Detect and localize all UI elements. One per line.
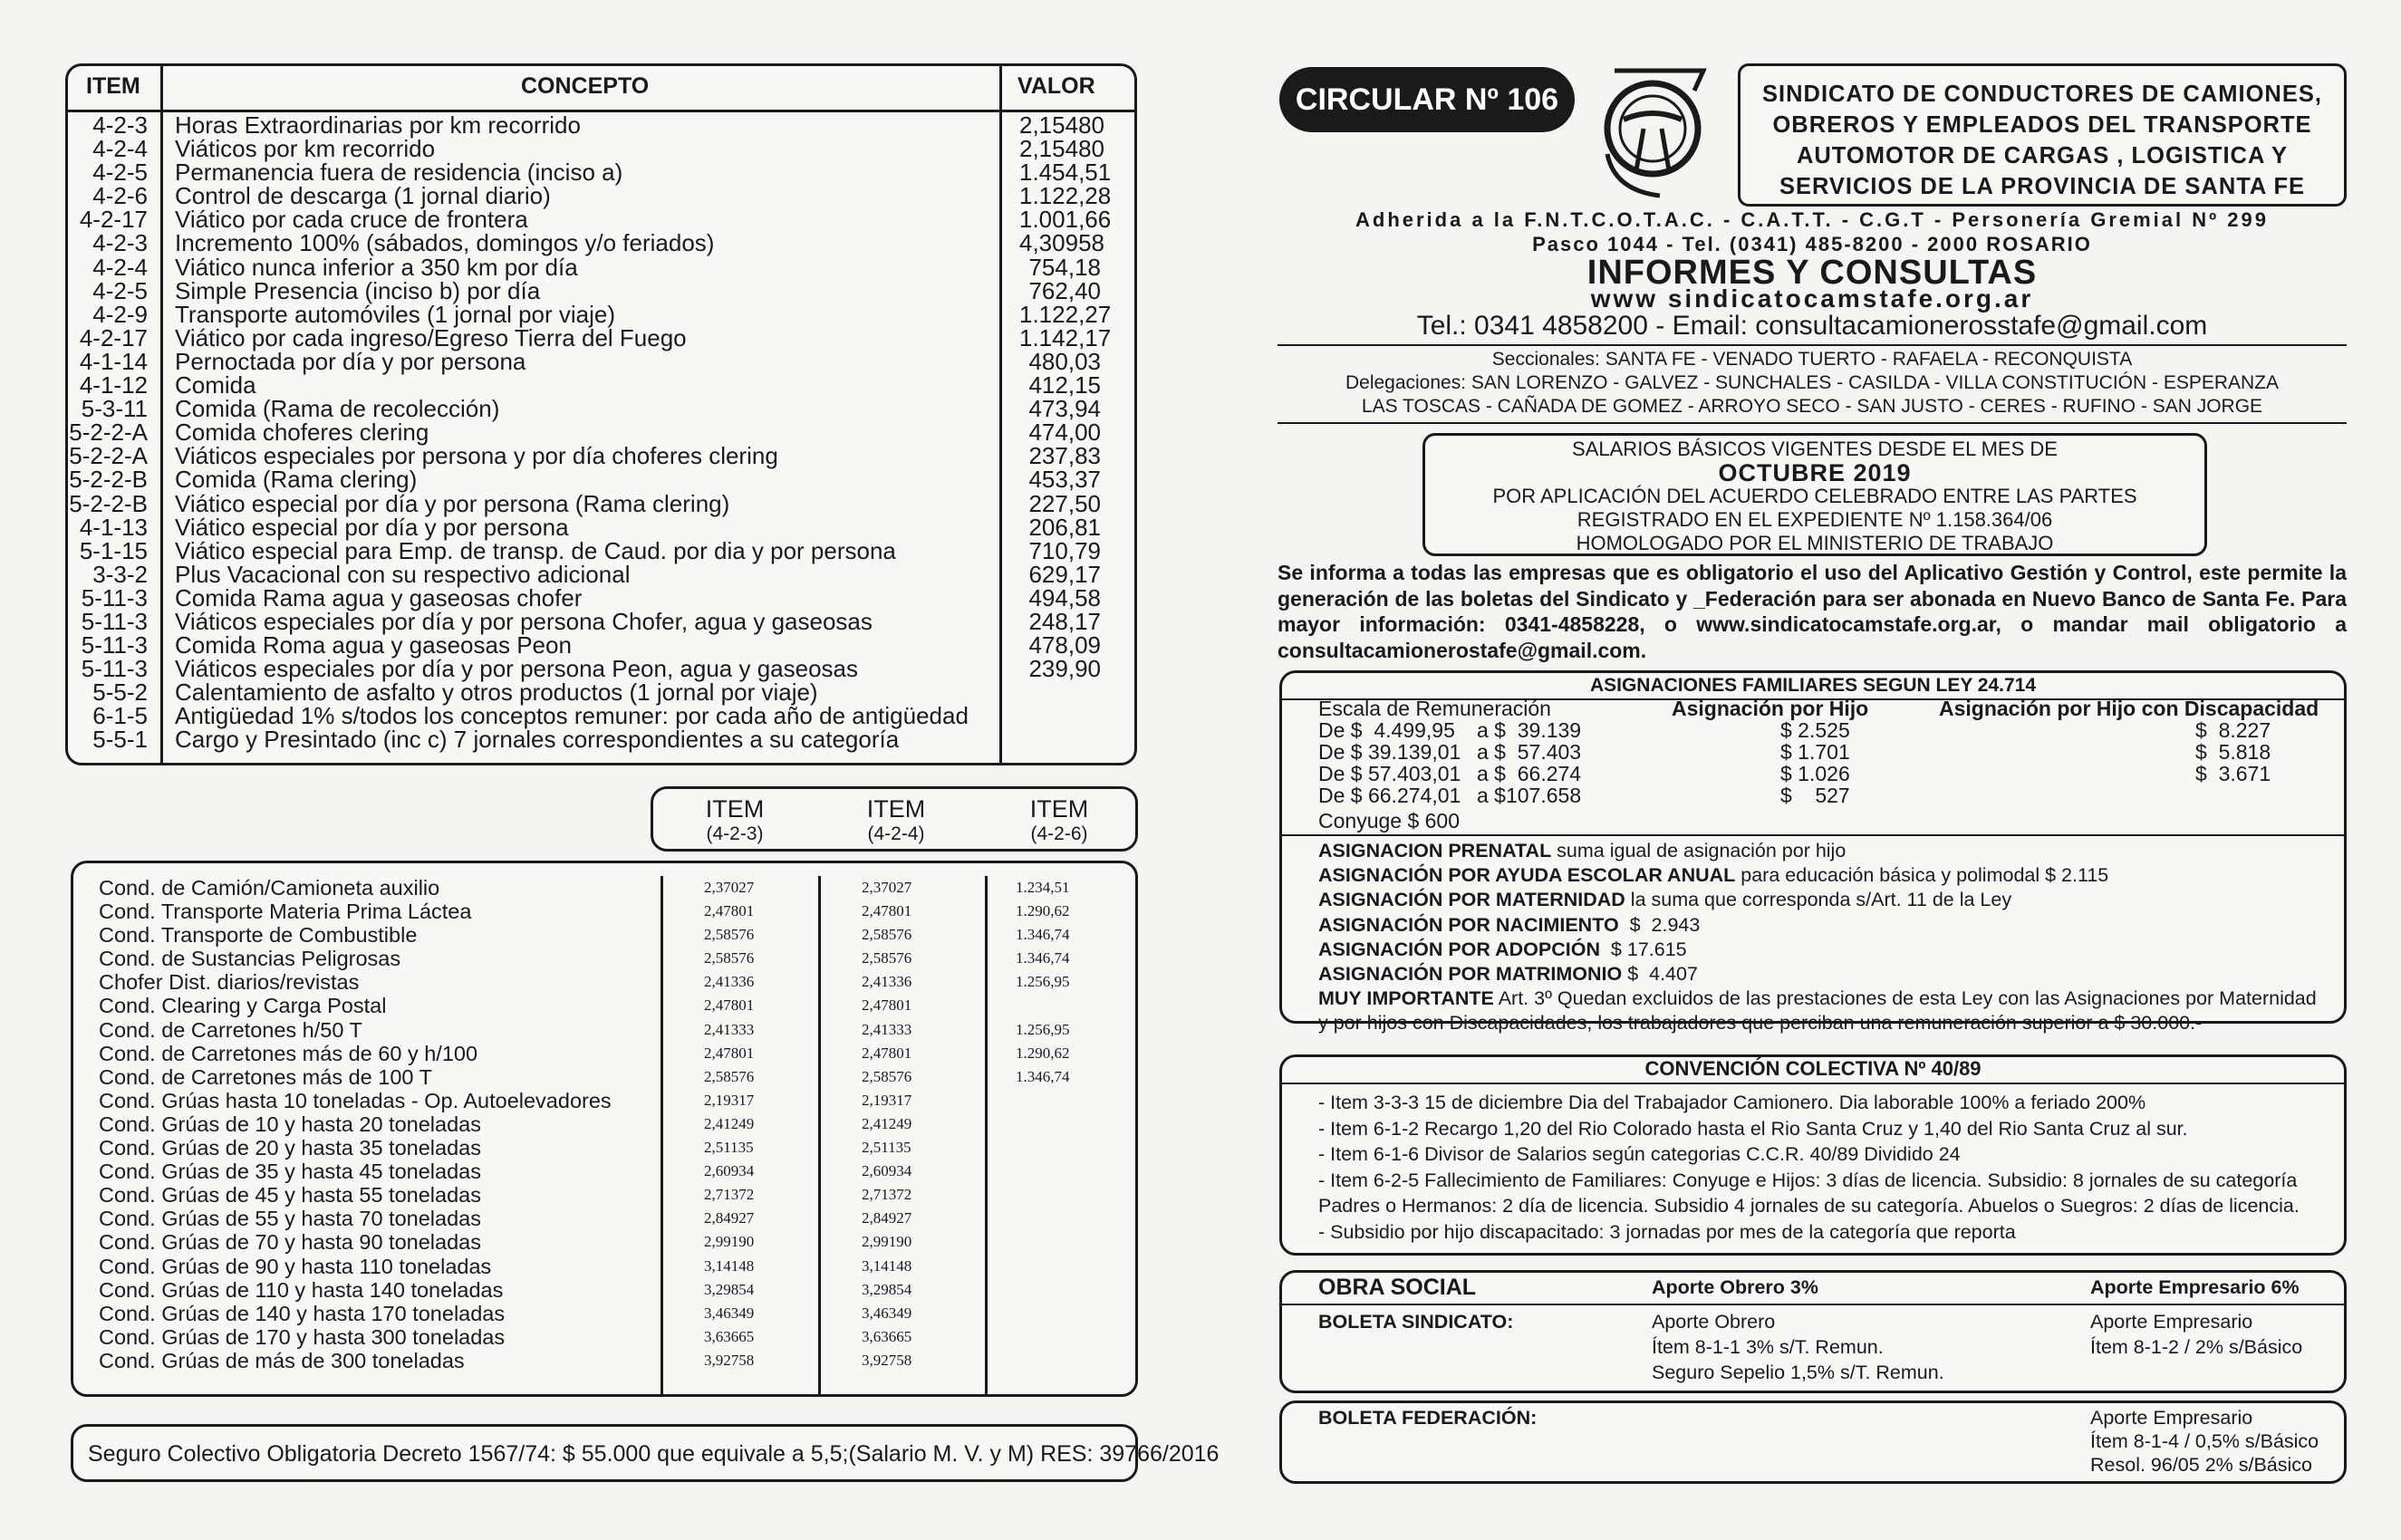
row-item: 4-2-4 xyxy=(92,135,148,163)
categoria-value-4-2-3: 2,47801 xyxy=(704,996,755,1015)
asignacion-line xyxy=(1318,963,1698,986)
asignacion-label: ASIGNACIÓN POR ADOPCIÓN xyxy=(1318,938,1600,960)
categoria-value-4-2-6: 1.346,74 xyxy=(1016,949,1070,967)
table-row xyxy=(68,300,1134,328)
table-row xyxy=(68,159,1134,187)
categoria-value-4-2-4: 3,46349 xyxy=(862,1304,912,1322)
row-item: 5-11-3 xyxy=(81,607,148,635)
row-item: 5-11-3 xyxy=(81,583,148,611)
table-row xyxy=(68,466,1134,494)
row-valor: 206,81 xyxy=(1028,513,1101,541)
asignacion-label: ASIGNACIÓN POR MATRIMONIO xyxy=(1318,963,1623,985)
row-valor: 1.142,17 xyxy=(1019,323,1112,351)
categoria-name: Chofer Dist. diarios/revistas xyxy=(99,970,360,995)
obra-social-box xyxy=(1279,1270,2347,1393)
row-item: 6-1-5 xyxy=(92,702,148,730)
header-concepto: CONCEPTO xyxy=(521,73,650,99)
escala-de: De $ 39.139,01 xyxy=(1318,740,1461,764)
conceptos-rows xyxy=(68,113,1134,752)
row-valor: 239,90 xyxy=(1028,655,1101,683)
circular-badge: CIRCULAR Nº 106 xyxy=(1279,67,1575,132)
categoria-name: Cond. Grúas de 140 y hasta 170 toneladas xyxy=(99,1301,506,1325)
conceptos-table xyxy=(65,63,1137,765)
steering-wheel-logo-icon xyxy=(1596,63,1714,199)
row-valor: 1.122,27 xyxy=(1019,300,1112,328)
asignacion-label: MUY IMPORTANTE xyxy=(1318,987,1494,1010)
row-item: 5-11-3 xyxy=(81,631,148,659)
escala-hijo: $ 1.701 xyxy=(1780,740,1850,764)
categoria-value-4-2-6: 1.234,51 xyxy=(1016,879,1070,896)
row-valor: 754,18 xyxy=(1028,253,1101,281)
convencion-line: - Item 6-2-5 Fallecimiento de Familiares: Conyuge e Hijos: 3 días de licencia. Subsidio: 8 jornales de su categoría xyxy=(1318,1169,2298,1191)
obra-obrero: Aporte Obrero 3% xyxy=(1652,1276,1818,1298)
row-item: 5-2-2-A xyxy=(69,442,148,470)
salarios-line-4: REGISTRADO EN EL EXPEDIENTE Nº 1.158.364/06 xyxy=(1577,508,2053,531)
row-concepto: Comida Roma agua y gaseosas Peon xyxy=(175,631,572,659)
table-row xyxy=(73,1302,1135,1325)
col-escala: Escala de Remuneración xyxy=(1318,697,1551,720)
table-row xyxy=(68,113,1134,137)
categoria-value-4-2-4: 2,41336 xyxy=(862,973,912,991)
row-valor: 478,09 xyxy=(1028,631,1101,659)
sindicato-name-box xyxy=(1738,63,2347,207)
row-valor: 1.001,66 xyxy=(1019,206,1112,234)
row-concepto: Viático especial por día y por persona (Rama clering) xyxy=(175,489,730,517)
row-concepto: Viático especial por día y por persona xyxy=(175,513,569,541)
asignacion-label: ASIGNACION PRENATAL xyxy=(1318,840,1552,861)
escala-disc: $ 5.818 xyxy=(2195,740,2271,764)
categorias-table xyxy=(71,861,1138,1397)
table-row xyxy=(73,876,1135,900)
obra-ob1: Aporte Obrero xyxy=(1652,1311,1776,1333)
asignacion-text: suma igual de asignación por hijo xyxy=(1551,840,1847,861)
row-item: 4-2-9 xyxy=(92,300,148,328)
conceptos-table-header xyxy=(68,66,1134,112)
row-valor: 453,37 xyxy=(1028,466,1101,494)
categoria-value-4-2-4: 2,58576 xyxy=(862,1067,912,1085)
row-item: 5-2-2-B xyxy=(69,489,148,517)
table-row xyxy=(73,1136,1135,1160)
table-row xyxy=(73,1230,1135,1254)
direccion-line: Pasco 1044 - Tel. (0341) 485-8200 - 2000 ROSARIO xyxy=(1532,233,2092,255)
asignacion-text: $ 4.407 xyxy=(1622,963,1698,985)
row-concepto: Simple Presencia (inciso b) por día xyxy=(175,276,541,304)
table-row xyxy=(68,135,1134,163)
delegaciones-line-1: Delegaciones: SAN LORENZO - GALVEZ - SUNCHALES - CASILDA - VILLA CONSTITUCIÓN - ESPERANZA xyxy=(1345,372,2280,393)
item-col-1: ITEM (4-2-3) xyxy=(705,795,765,844)
row-valor: 237,83 xyxy=(1028,442,1101,470)
categoria-name: Cond. Grúas de 20 y hasta 35 toneladas xyxy=(99,1136,481,1160)
row-concepto: Incremento 100% (sábados, domingos y/o feriados) xyxy=(175,229,715,257)
row-item: 4-1-12 xyxy=(79,371,148,399)
categoria-value-4-2-6: 1.290,62 xyxy=(1016,1044,1070,1062)
row-valor: 473,94 xyxy=(1028,395,1101,423)
escala-hijo: $ 1.026 xyxy=(1780,762,1850,785)
row-concepto: Comida Rama agua y gaseosas chofer xyxy=(175,583,583,611)
row-valor: 1.122,28 xyxy=(1019,182,1112,210)
table-row xyxy=(73,1183,1135,1207)
row-valor: 710,79 xyxy=(1028,536,1101,564)
categoria-name: Cond. de Sustancias Peligrosas xyxy=(99,947,401,971)
escala-hijo: $ 527 xyxy=(1780,784,1850,807)
categoria-value-4-2-3: 2,58576 xyxy=(704,1067,755,1085)
table-row xyxy=(68,442,1134,470)
sindicato-line-1: SINDICATO DE CONDUCTORES DE CAMIONES, xyxy=(1762,82,2322,107)
categoria-value-4-2-4: 3,63665 xyxy=(862,1327,912,1345)
table-row xyxy=(68,515,1134,539)
row-item: 5-5-1 xyxy=(92,726,148,754)
asignacion-line xyxy=(1318,914,1700,937)
row-item: 4-2-6 xyxy=(92,182,148,210)
row-item: 5-5-2 xyxy=(92,679,148,707)
categoria-name: Cond. Clearing y Carga Postal xyxy=(99,994,387,1018)
categoria-value-4-2-4: 2,58576 xyxy=(862,949,912,967)
asignacion-text: para educación básica y polimodal $ 2.115 xyxy=(1735,864,2109,887)
table-row xyxy=(68,633,1134,657)
table-row xyxy=(73,970,1135,994)
categoria-value-4-2-3: 2,41333 xyxy=(704,1020,755,1038)
obra-ob2: Ítem 8-1-1 3% s/T. Remun. xyxy=(1652,1336,1884,1358)
categoria-name: Cond. de Carretones más de 100 T xyxy=(99,1064,432,1089)
obra-em2: Ítem 8-1-2 / 2% s/Básico xyxy=(2090,1336,2303,1358)
row-item: 5-1-15 xyxy=(79,536,148,564)
salarios-line-5: HOMOLOGADO POR EL MINISTERIO DE TRABAJO xyxy=(1576,532,2054,554)
row-item: 3-3-2 xyxy=(92,560,148,588)
categoria-value-4-2-3: 2,41249 xyxy=(704,1114,755,1132)
escala-disc: $ 3.671 xyxy=(2195,762,2271,785)
boleta-sindicato-label: BOLETA SINDICATO: xyxy=(1318,1311,1514,1333)
categoria-value-4-2-3: 2,19317 xyxy=(704,1091,755,1109)
row-item: 4-2-17 xyxy=(79,206,148,234)
row-concepto: Comida (Rama clering) xyxy=(175,466,418,494)
categoria-value-4-2-4: 3,29854 xyxy=(862,1280,912,1298)
row-concepto: Comida (Rama de recolección) xyxy=(175,395,500,423)
table-row xyxy=(68,607,1134,635)
asignacion-text: la suma que corresponda s/Art. 11 de la Ley xyxy=(1625,889,2012,911)
convencion-line: - Item 6-1-2 Recargo 1,20 del Rio Colorado hasta el Rio Santa Cruz y 1,40 del Rio Santa Cruz al sur. xyxy=(1318,1117,2188,1140)
escala-de: De $ 57.403,01 xyxy=(1318,762,1461,785)
col-hijo: Asignación por Hijo xyxy=(1672,697,1869,720)
fed-l1: Aporte Empresario xyxy=(2090,1407,2253,1429)
categoria-value-4-2-4: 2,37027 xyxy=(862,879,912,896)
table-row xyxy=(73,1018,1135,1042)
categoria-value-4-2-3: 3,63665 xyxy=(704,1327,755,1345)
aplicativo-info: Se informa a todas las empresas que es obligatorio el uso del Aplicativo Gestión y Control, este permite la generación de las boletas del Sindicato y _Federación para ser abonada en Nuevo Banco de Santa Fe. Para mayor información: 0341-4858228, o www.sindicatocamstafe.org.ar, o mandar mail obligatorio a consultacamionerostafe@gmail.com. xyxy=(1278,561,2347,662)
asignaciones-box xyxy=(1279,670,2347,1034)
row-item: 5-2-2-B xyxy=(69,466,148,494)
categoria-value-4-2-3: 3,46349 xyxy=(704,1304,755,1322)
escala-a: a $ 57.403 xyxy=(1477,740,1582,764)
categoria-value-4-2-3: 2,71372 xyxy=(704,1186,755,1204)
fed-l3: Resol. 96/05 2% s/Básico xyxy=(2090,1454,2312,1476)
asignacion-label: ASIGNACIÓN POR MATERNIDAD xyxy=(1318,889,1625,911)
categoria-name: Cond. Grúas de 170 y hasta 300 toneladas xyxy=(99,1324,506,1349)
row-concepto: Viático por cada cruce de frontera xyxy=(175,206,528,234)
delegaciones-line-2: LAS TOSCAS - CAÑADA DE GOMEZ - ARROYO SECO - SAN JUSTO - CERES - RUFINO - SAN JORGE xyxy=(1361,396,2263,417)
boleta-federacion-label: BOLETA FEDERACIÓN: xyxy=(1318,1407,1538,1429)
convencion-title: CONVENCIÓN COLECTIVA Nº 40/89 xyxy=(1644,1057,1982,1080)
table-row xyxy=(68,323,1134,351)
asignaciones-last-line: y por hijos con Discapacidades, los trabajadores que perciban una remuneración superior a $ 30.000.- xyxy=(1318,1012,2203,1034)
categoria-value-4-2-3: 3,29854 xyxy=(704,1280,755,1298)
categoria-value-4-2-4: 2,41249 xyxy=(862,1114,912,1132)
row-concepto: Cargo y Presintado (inc c) 7 jornales correspondientes a su categoría xyxy=(175,726,900,754)
row-concepto: Horas Extraordinarias por km recorrido xyxy=(175,111,581,139)
row-item: 4-2-3 xyxy=(92,111,148,139)
table-row xyxy=(68,679,1134,707)
convencion-line: Padres o Hermanos: 2 día de licencia. Subsidio 4 jornales de su categoría. Abuelos o Suegros: 2 días de licencia. xyxy=(1318,1195,2300,1217)
table-row xyxy=(73,1160,1135,1183)
categoria-value-4-2-3: 2,47801 xyxy=(704,1044,755,1062)
table-row xyxy=(68,395,1134,423)
categoria-value-4-2-3: 3,92758 xyxy=(704,1351,755,1369)
escala-disc: $ 8.227 xyxy=(2195,718,2271,742)
table-row xyxy=(68,182,1134,210)
table-row xyxy=(73,1325,1135,1349)
adherida-line: Adherida a la F.N.T.C.O.T.A.C. - C.A.T.T. - C.G.T - Personería Gremial Nº 299 xyxy=(1355,208,2269,231)
table-row xyxy=(68,276,1134,304)
row-concepto: Viáticos especiales por día y por persona Peon, agua y gaseosas xyxy=(175,655,858,683)
web-link[interactable]: www sindicatocamstafe.org.ar xyxy=(1590,284,2034,313)
contacto-line[interactable]: Tel.: 0341 4858200 - Email: consultacamionerosstafe@gmail.com xyxy=(1416,311,2208,341)
asignacion-text: Art. 3º Quedan excluidos de las prestaciones de esta Ley con las Asignaciones por Maternidad xyxy=(1493,987,2317,1010)
row-valor: 629,17 xyxy=(1028,560,1101,588)
table-row xyxy=(68,560,1134,588)
categoria-value-4-2-6: 1.290,62 xyxy=(1016,902,1070,920)
table-row xyxy=(68,419,1134,447)
sindicato-line-2: OBREROS Y EMPLEADOS DEL TRANSPORTE xyxy=(1772,112,2312,138)
categoria-value-4-2-4: 2,71372 xyxy=(862,1186,912,1204)
row-concepto: Comida choferes clering xyxy=(175,419,429,447)
row-concepto: Viático nunca inferior a 350 km por día xyxy=(175,253,578,281)
categoria-name: Cond. de Carretones h/50 T xyxy=(99,1017,362,1042)
col-discapacidad: Asignación por Hijo con Discapacidad xyxy=(1939,697,2319,720)
table-row xyxy=(73,1349,1135,1372)
categoria-value-4-2-6: 1.346,74 xyxy=(1016,1067,1070,1085)
categoria-value-4-2-4: 2,58576 xyxy=(862,926,912,944)
categoria-value-4-2-3: 3,14148 xyxy=(704,1256,755,1275)
asignacion-label: ASIGNACIÓN POR AYUDA ESCOLAR ANUAL xyxy=(1318,864,1736,887)
escala-a: a $107.658 xyxy=(1477,784,1582,807)
categoria-name: Cond. Grúas de 55 y hasta 70 toneladas xyxy=(99,1207,481,1231)
categoria-name: Cond. Grúas de 45 y hasta 55 toneladas xyxy=(99,1183,481,1208)
obra-empresario: Aporte Empresario 6% xyxy=(2090,1276,2300,1298)
categoria-value-4-2-4: 2,51135 xyxy=(862,1139,911,1157)
convencion-box xyxy=(1279,1054,2347,1256)
table-row xyxy=(73,1255,1135,1278)
categoria-value-4-2-6: 1.256,95 xyxy=(1016,973,1070,991)
asignacion-line xyxy=(1318,864,2108,887)
categoria-value-4-2-6: 1.346,74 xyxy=(1016,926,1070,944)
federacion-box xyxy=(1279,1400,2347,1484)
row-valor: 2,15480 xyxy=(1019,111,1104,139)
table-row xyxy=(73,1112,1135,1136)
escala-a: a $ 66.274 xyxy=(1477,762,1582,785)
categoria-name: Cond. Transporte Materia Prima Láctea xyxy=(99,900,472,924)
asignacion-line xyxy=(1318,889,2011,911)
row-concepto: Viático especial para Emp. de transp. de Caud. por dia y por persona xyxy=(175,536,896,564)
categoria-value-4-2-4: 2,47801 xyxy=(862,996,912,1015)
categoria-value-4-2-4: 2,41333 xyxy=(862,1020,912,1038)
categoria-name: Cond. Grúas de más de 300 toneladas xyxy=(99,1348,465,1372)
row-concepto: Transporte automóviles (1 jornal por viaje) xyxy=(175,300,616,328)
seguro-text: Seguro Colectivo Obligatoria Decreto 1567/74: $ 55.000 que equivale a 5,5;(Salario M. V. y M) RES: 39766/2016 xyxy=(88,1441,1220,1467)
informes-title: INFORMES Y CONSULTAS xyxy=(1586,254,2038,292)
categoria-value-4-2-4: 2,47801 xyxy=(862,902,912,920)
row-valor: 474,00 xyxy=(1028,419,1101,447)
item-col-2: ITEM (4-2-4) xyxy=(866,795,926,844)
row-concepto: Viáticos especiales por persona y por día choferes clering xyxy=(175,442,778,470)
table-row xyxy=(73,1207,1135,1230)
table-row xyxy=(68,583,1134,611)
table-row xyxy=(73,1278,1135,1302)
categoria-value-4-2-3: 2,58576 xyxy=(704,949,755,967)
table-row xyxy=(68,655,1134,683)
table-row xyxy=(73,1042,1135,1065)
sindicato-line-3: AUTOMOTOR DE CARGAS , LOGISTICA Y xyxy=(1796,143,2289,168)
table-row xyxy=(68,231,1134,255)
salarios-line-1: SALARIOS BÁSICOS VIGENTES DESDE EL MES DE xyxy=(1572,438,2058,460)
row-valor: 762,40 xyxy=(1028,276,1101,304)
header-item: ITEM xyxy=(86,73,140,99)
row-concepto: Antigüedad 1% s/todos los conceptos remuner: por cada año de antigüedad xyxy=(175,702,969,730)
table-row xyxy=(73,923,1135,947)
categoria-value-4-2-6: 1.256,95 xyxy=(1016,1020,1070,1038)
sindicato-line-4: SERVICIOS DE LA PROVINCIA DE SANTA FE xyxy=(1779,174,2306,199)
table-row xyxy=(68,255,1134,279)
asignacion-line xyxy=(1318,938,1687,961)
row-valor: 2,15480 xyxy=(1019,135,1104,163)
row-valor: 480,03 xyxy=(1028,347,1101,375)
asignacion-line xyxy=(1318,987,2317,1010)
row-concepto: Calentamiento de asfalto y otros productos (1 jornal por viaje) xyxy=(175,679,818,707)
table-row xyxy=(68,347,1134,375)
escala-de: De $ 4.499,95 xyxy=(1318,718,1455,742)
row-concepto: Comida xyxy=(175,371,256,399)
categoria-name: Cond. Transporte de Combustible xyxy=(99,923,418,948)
table-row xyxy=(68,536,1134,564)
escala-de: De $ 66.274,01 xyxy=(1318,784,1461,807)
categoria-name: Cond. Grúas de 35 y hasta 45 toneladas xyxy=(99,1160,481,1184)
row-item: 4-1-13 xyxy=(79,513,148,541)
row-concepto: Plus Vacacional con su respectivo adicional xyxy=(175,560,631,588)
row-concepto: Control de descarga (1 jornal diario) xyxy=(175,182,551,210)
categoria-value-4-2-4: 3,14148 xyxy=(862,1256,912,1275)
obra-ob3: Seguro Sepelio 1,5% s/T. Remun. xyxy=(1652,1362,1944,1383)
table-row xyxy=(73,1065,1135,1089)
asignacion-label: ASIGNACIÓN POR NACIMIENTO xyxy=(1318,913,1619,936)
convencion-line: - Item 6-1-6 Divisor de Salarios según categorias C.C.R. 40/89 Dividido 24 xyxy=(1318,1143,1961,1165)
row-item: 4-2-3 xyxy=(92,229,148,257)
row-valor: 494,58 xyxy=(1028,583,1101,611)
row-item: 4-1-14 xyxy=(79,347,148,375)
seccionales-line: Seccionales: SANTA FE - VENADO TUERTO - RAFAELA - RECONQUISTA xyxy=(1491,349,2133,370)
categoria-value-4-2-4: 2,84927 xyxy=(862,1209,912,1227)
categoria-value-4-2-3: 2,41336 xyxy=(704,973,755,991)
row-item: 5-2-2-A xyxy=(69,419,148,447)
obra-title: OBRA SOCIAL xyxy=(1318,1275,1477,1300)
asignacion-text: $ 2.943 xyxy=(1618,913,1701,936)
convencion-line: - Item 3-3-3 15 de diciembre Dia del Trabajador Camionero. Dia laborable 100% a feriado 200% xyxy=(1318,1092,2146,1113)
seguro-colectivo xyxy=(71,1424,1220,1482)
salarios-box xyxy=(1422,433,2207,556)
categoria-value-4-2-3: 2,51135 xyxy=(704,1139,754,1157)
categorias-rows xyxy=(73,876,1135,1372)
categoria-name: Cond. Grúas de 10 y hasta 20 toneladas xyxy=(99,1112,481,1136)
escala-hijo: $ 2.525 xyxy=(1780,718,1850,742)
row-valor: 248,17 xyxy=(1028,607,1101,635)
row-item: 4-2-5 xyxy=(92,159,148,187)
salarios-mes: OCTUBRE 2019 xyxy=(1718,459,1912,486)
categoria-value-4-2-4: 3,92758 xyxy=(862,1351,912,1369)
header-valor: VALOR xyxy=(1017,73,1095,99)
table-row xyxy=(73,1089,1135,1112)
categoria-value-4-2-3: 2,58576 xyxy=(704,926,755,944)
convencion-line: - Subsidio por hijo discapacitado: 3 jornadas por mes de la categoría que reporta xyxy=(1318,1220,2016,1243)
row-valor: 412,15 xyxy=(1028,371,1101,399)
table-row xyxy=(68,702,1134,730)
row-item: 4-2-4 xyxy=(92,253,148,281)
table-row xyxy=(68,206,1134,234)
row-valor: 1.454,51 xyxy=(1019,159,1112,187)
categoria-name: Cond. de Camión/Camioneta auxilio xyxy=(99,876,440,900)
asignacion-text: $ 17.615 xyxy=(1599,938,1687,960)
salarios-line-3: POR APLICACIÓN DEL ACUERDO CELEBRADO ENTRE LAS PARTES xyxy=(1492,485,2137,507)
table-row xyxy=(68,726,1134,754)
row-concepto: Pernoctada por día y por persona xyxy=(175,347,526,375)
categoria-value-4-2-3: 2,84927 xyxy=(704,1209,755,1227)
table-row xyxy=(73,994,1135,1017)
asignaciones-title: ASIGNACIONES FAMILIARES SEGUN LEY 24.714 xyxy=(1589,675,2037,696)
categoria-value-4-2-4: 2,99190 xyxy=(862,1233,912,1251)
asignacion-line xyxy=(1318,840,1846,862)
row-valor: 4,30958 xyxy=(1019,229,1104,257)
item-col-3: ITEM (4-2-6) xyxy=(1029,795,1089,844)
escala-a: a $ 39.139 xyxy=(1477,718,1582,742)
conyuge: Conyuge $ 600 xyxy=(1318,809,1461,833)
table-row xyxy=(73,947,1135,970)
categoria-name: Cond. Grúas de 110 y hasta 140 toneladas xyxy=(99,1277,504,1302)
categoria-name: Cond. Grúas hasta 10 toneladas - Op. Autoelevadores xyxy=(99,1088,612,1112)
row-item: 5-11-3 xyxy=(81,655,148,683)
row-concepto: Viáticos especiales por día y por persona Chofer, agua y gaseosas xyxy=(175,607,873,635)
categoria-value-4-2-3: 2,47801 xyxy=(704,902,755,920)
table-row xyxy=(68,373,1134,397)
row-concepto: Permanencia fuera de residencia (inciso a) xyxy=(175,159,623,187)
categoria-value-4-2-4: 2,60934 xyxy=(862,1162,912,1180)
obra-em1: Aporte Empresario xyxy=(2090,1311,2253,1333)
table-row xyxy=(68,489,1134,517)
categoria-value-4-2-3: 2,37027 xyxy=(704,879,755,896)
row-item: 4-2-5 xyxy=(92,276,148,304)
table-row xyxy=(73,900,1135,923)
row-item: 4-2-17 xyxy=(79,323,148,351)
row-concepto: Viático por cada ingreso/Egreso Tierra del Fuego xyxy=(175,323,687,351)
items-header xyxy=(651,786,1138,852)
fed-l2: Ítem 8-1-4 / 0,5% s/Básico xyxy=(2090,1430,2319,1452)
categoria-name: Cond. Grúas de 90 y hasta 110 toneladas xyxy=(99,1254,492,1278)
categoria-value-4-2-4: 2,19317 xyxy=(862,1091,912,1109)
row-valor: 227,50 xyxy=(1028,489,1101,517)
categoria-value-4-2-3: 2,99190 xyxy=(704,1233,755,1251)
categoria-name: Cond. Grúas de 70 y hasta 90 toneladas xyxy=(99,1230,481,1255)
row-item: 5-3-11 xyxy=(81,395,148,423)
categoria-value-4-2-3: 2,60934 xyxy=(704,1162,755,1180)
categoria-value-4-2-4: 2,47801 xyxy=(862,1044,912,1062)
row-concepto: Viáticos por km recorrido xyxy=(175,135,436,163)
categoria-name: Cond. de Carretones más de 60 y h/100 xyxy=(99,1041,478,1065)
